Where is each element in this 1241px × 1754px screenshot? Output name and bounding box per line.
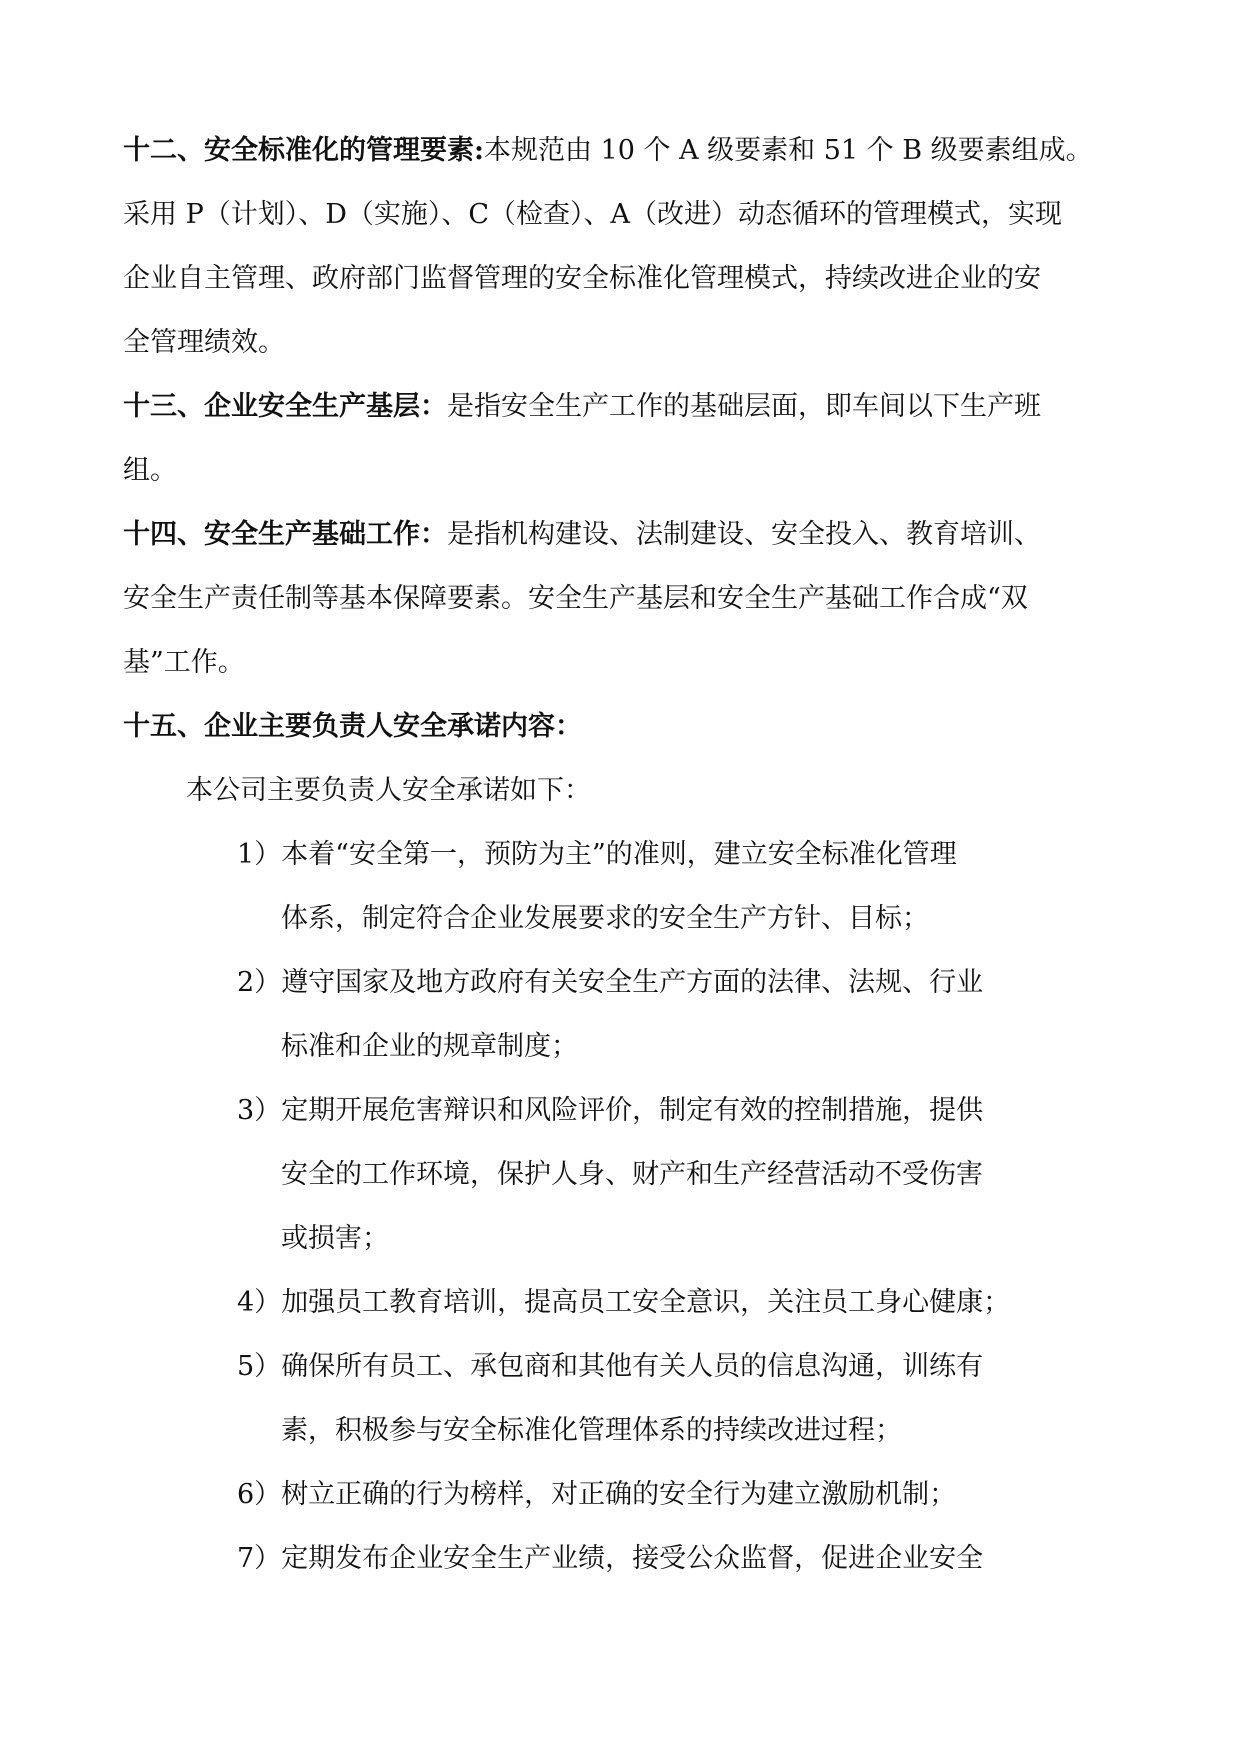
section-14-text-line: 安全生产责任制等基本保障要素。安全生产基层和安全生产基础工作合成“双 xyxy=(123,583,1028,614)
section-12-text-line: 采用 P（计划）、D（实施）、C（检查）、A（改进）动态循环的管理模式，实现 xyxy=(123,199,1063,230)
section-14-heading: 十四、安全生产基础工作 xyxy=(123,519,420,550)
commitment-number: 5） xyxy=(237,1351,282,1382)
section-14-text: 是指机构建设、法制建设、安全投入、教育培训、 xyxy=(447,519,1041,550)
section-13-text: 是指安全生产工作的基础层面，即车间以下生产班 xyxy=(447,391,1041,422)
section-12-first-line xyxy=(123,133,1093,169)
commitment-text: 加强员工教育培训，提高员工安全意识，关注员工身心健康； xyxy=(281,1287,1011,1318)
commitment-item-5 xyxy=(237,1349,983,1385)
commitment-continuation: 安全的工作环境，保护人身、财产和生产经营活动不受伤害 xyxy=(281,1159,983,1190)
section-12-text-line: 企业自主管理、政府部门监督管理的安全标准化管理模式，持续改进企业的安 xyxy=(123,263,1041,294)
section-13-heading-separator: ： xyxy=(420,391,447,422)
section-13-heading: 十三、企业安全生产基层 xyxy=(123,391,420,422)
section-14-text-line: 基”工作。 xyxy=(123,647,245,678)
commitment-number: 4） xyxy=(237,1287,282,1318)
commitment-number: 7） xyxy=(237,1543,282,1574)
commitment-item-6 xyxy=(237,1477,956,1513)
section-12-heading: 十二、安全标准化的管理要素 xyxy=(123,135,474,166)
commitment-text: 本着“安全第一，预防为主”的准则，建立安全标准化管理 xyxy=(281,839,957,870)
section-15-heading: 十五、企业主要负责人安全承诺内容： xyxy=(123,711,582,742)
section-14-heading-separator: ： xyxy=(420,519,447,550)
commitment-intro: 本公司主要负责人安全承诺如下： xyxy=(186,775,591,806)
commitment-text: 确保所有员工、承包商和其他有关人员的信息沟通，训练有 xyxy=(281,1351,984,1382)
commitment-item-2 xyxy=(237,965,983,1001)
section-14-first-line xyxy=(123,517,1041,553)
commitment-item-1 xyxy=(237,837,957,873)
commitment-text: 定期开展危害辩识和风险评价，制定有效的控制措施，提供 xyxy=(281,1095,984,1126)
commitment-item-4 xyxy=(237,1285,1010,1321)
section-12-text-line: 全管理绩效。 xyxy=(123,327,285,358)
commitment-text: 定期发布企业安全生产业绩，接受公众监督，促进企业安全 xyxy=(281,1543,984,1574)
commitment-text: 树立正确的行为榜样，对正确的安全行为建立激励机制； xyxy=(281,1479,957,1510)
commitment-number: 3） xyxy=(237,1095,282,1126)
commitment-number: 6） xyxy=(237,1479,282,1510)
commitment-continuation: 标准和企业的规章制度； xyxy=(281,1031,578,1062)
section-12-heading-separator: : xyxy=(474,135,484,166)
commitment-text: 遵守国家及地方政府有关安全生产方面的法律、法规、行业 xyxy=(281,967,984,998)
commitment-continuation: 体系，制定符合企业发展要求的安全生产方针、目标； xyxy=(281,903,929,934)
commitment-continuation: 或损害； xyxy=(281,1223,389,1254)
commitment-number: 1） xyxy=(237,839,282,870)
commitment-number: 2） xyxy=(237,967,282,998)
commitment-item-3 xyxy=(237,1093,983,1129)
commitment-continuation: 素，积极参与安全标准化管理体系的持续改进过程； xyxy=(281,1415,902,1446)
section-13-text-line: 组。 xyxy=(123,455,177,486)
section-12-text: 本规范由 10 个 A 级要素和 51 个 B 级要素组成。 xyxy=(483,135,1093,166)
commitment-item-7 xyxy=(237,1541,983,1577)
section-13-first-line xyxy=(123,389,1041,425)
